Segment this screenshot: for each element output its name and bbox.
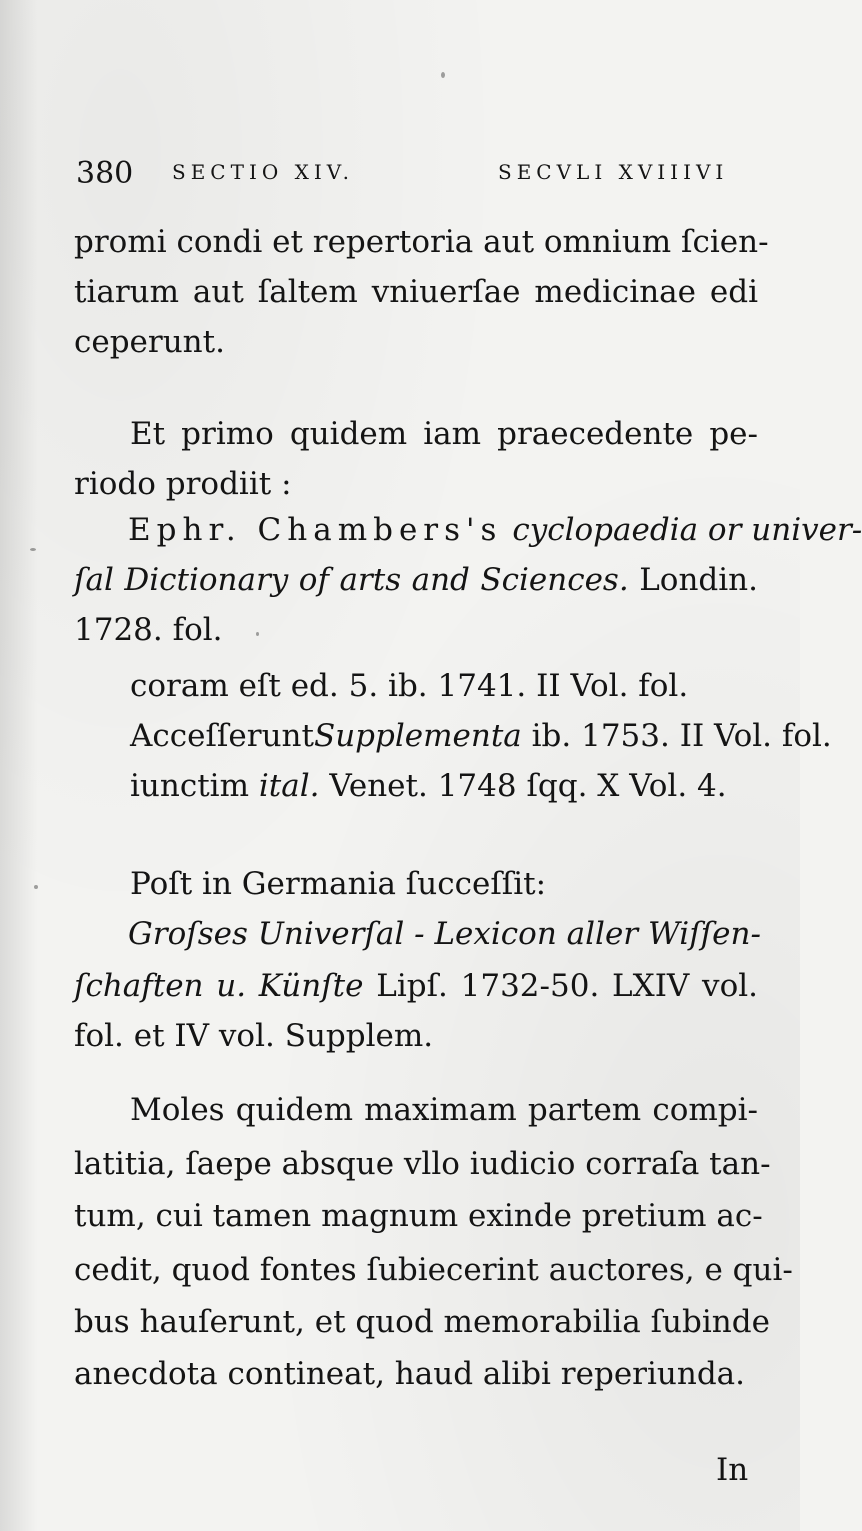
text-line: ceperunt. — [74, 324, 225, 360]
citation-title: ſchaften u. Künſte — [74, 968, 364, 1004]
text-line: promi condi et repertoria aut omnium ſcien- — [74, 224, 769, 260]
citation-line: fol. et IV vol. Supplem. — [74, 1018, 434, 1054]
running-header — [76, 156, 756, 196]
text-line: latitia, ſaepe absque vllo iudicio corraſa tan- — [74, 1146, 771, 1182]
text-line: riodo prodiit : — [74, 466, 292, 502]
citation-edition-line: coram eſt ed. 5. ib. 1741. II Vol. fol. — [130, 668, 689, 704]
text-line: anecdota contineat, haud alibi reperiunda. — [74, 1356, 746, 1392]
catchword: In — [716, 1452, 749, 1488]
citation-line — [74, 556, 758, 604]
text-line: tiarum aut ſaltem vniuerſae medicinae edi — [74, 274, 758, 310]
supplement-rest: ib. 1753. II Vol. fol. — [531, 718, 832, 754]
citation-line: 1728. fol. — [74, 612, 223, 648]
ink-speck — [441, 72, 445, 78]
running-head-title: SECVLI XVIIIVI — [498, 160, 729, 184]
citation-imprint: Lipſ. 1732-50. LXIV vol. — [376, 968, 758, 1004]
ink-speck — [256, 632, 259, 636]
text-line: Et primo quidem iam praecedente pe- — [130, 416, 758, 452]
text-line: Poſt in Germania ſucceſſit: — [130, 866, 547, 902]
junctim-rest: Venet. 1748 ſqq. X Vol. 4. — [329, 768, 727, 804]
citation-title: ſal Dictionary of arts and Sciences. — [74, 562, 629, 598]
junctim-prefix: iunctim — [130, 768, 249, 804]
section-heading: SECTIO XIV. — [172, 160, 355, 184]
supplement-prefix: Acceſſerunt — [130, 718, 314, 754]
page-gutter-shadow — [0, 0, 38, 1531]
citation-author: Ephr. Chambers's — [128, 512, 503, 548]
citation-supplement-line — [130, 712, 832, 760]
text-line: Moles quidem maximam partem compi- — [130, 1092, 758, 1128]
text-line: tum, cui tamen magnum exinde pretium ac- — [74, 1198, 763, 1234]
citation-title: cyclopaedia or univer- — [512, 512, 862, 548]
citation-line: Groſses Univerſal - Lexicon aller Wiſſen- — [128, 916, 761, 952]
ink-speck — [34, 885, 38, 889]
citation-junctim-line — [130, 762, 758, 810]
citation-imprint: Londin. — [639, 562, 758, 598]
citation-line — [128, 506, 862, 554]
citation-line — [74, 962, 758, 1010]
text-line: bus hauſerunt, et quod memorabilia ſubinde — [74, 1304, 770, 1340]
junctim-italic: ital. — [258, 768, 320, 804]
supplement-title: Supplementa — [313, 718, 522, 754]
text-line: cedit, quod fontes ſubiecerint auctores, e qui- — [74, 1252, 793, 1288]
ink-speck — [30, 548, 36, 551]
page-number: 380 — [76, 156, 134, 191]
